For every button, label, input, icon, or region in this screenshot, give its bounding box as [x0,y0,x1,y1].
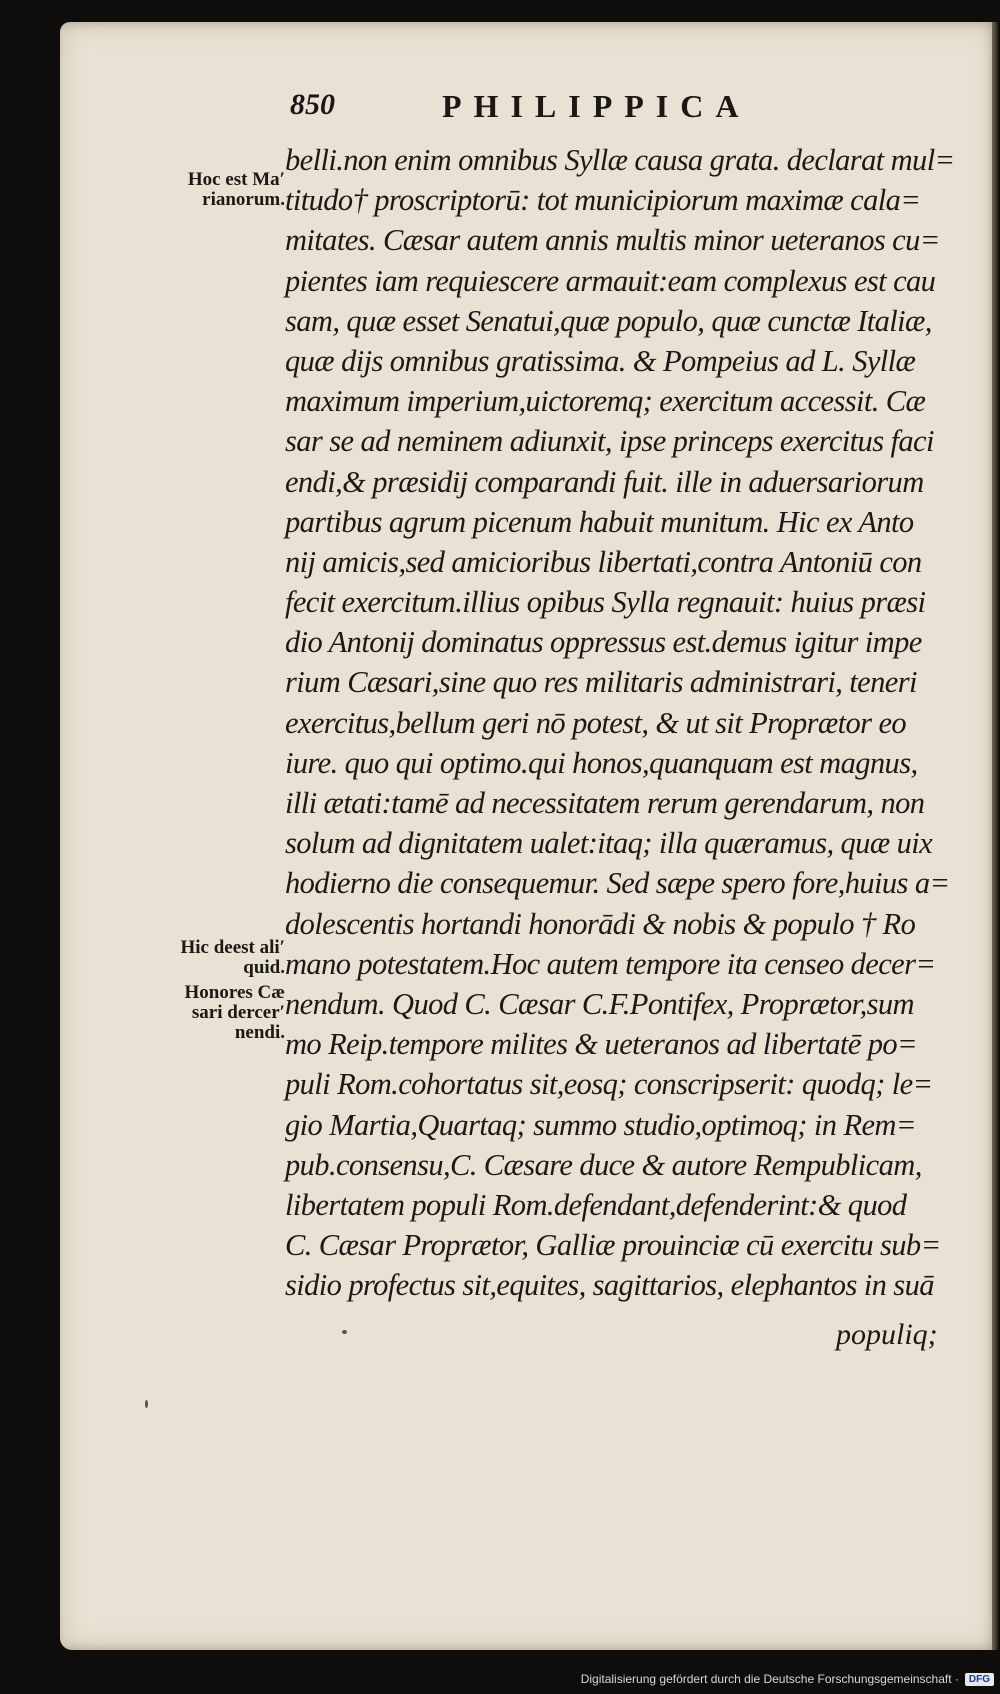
margin-note-line: rianorum. [202,189,285,210]
catchword: populiq; [836,1318,938,1351]
text-line: pientes iam requiescere armauit:eam complexus est cau [285,263,936,298]
text-line: libertatem populi Rom.defendant,defenderint:& quod [285,1187,907,1222]
text-line: pub.consensu,C. Cæsare duce & autore Rempublicam, [285,1147,922,1182]
text-line: exercitus,bellum geri nō potest, & ut sit Proprætor eo [285,705,907,740]
running-head: PHILIPPICA [442,88,751,124]
text-line: mano potestatem.Hoc autem tempore ita censeo decer= [285,946,936,981]
text-line: titudo† proscriptorū: tot municipiorum maximæ cala= [285,183,921,218]
text-line: nij amicis,sed amicioribus libertati,contra Antoniū con [285,544,922,579]
text-line: belli.non enim omnibus Syllæ causa grata. declarat mul= [285,143,955,177]
text-line: rium Cæsari,sine quo res militaris administrari, teneri [285,665,917,700]
text-line: mitates. Cæsar autem annis multis minor ueteranos cu= [285,223,940,258]
text-line: hodierno die consequemur. Sed sæpe spero fore,huius a= [285,866,950,901]
margin-note-line: nendi. [234,1022,285,1043]
margin-note [135,938,285,978]
margin-note-line: Honores Cæ [184,982,285,1003]
text-line: sar se ad neminem adiunxit, ipse princeps exercitus faci [285,424,934,459]
ink-speck [342,1330,347,1334]
ink-speck [145,1400,148,1408]
footer-credit [581,1672,994,1686]
text-line: quæ dijs omnibus gratissima. & Pompeius ad L. Syllæ [285,343,916,378]
text-line: maximum imperium,uictoremq; exercitum accessit. Cæ [285,384,926,419]
text-line: nendum. Quod C. Cæsar C.F.Pontifex, Proprætor,sum [285,986,914,1021]
text-line: dio Antonij dominatus oppressus est.demus igitur impe [285,625,922,660]
dfg-logo: DFG [965,1673,994,1686]
text-line: fecit exercitum.illius opibus Sylla regnauit: huius præsi [285,585,926,620]
text-line: gio Martia,Quartaq; summo studio,optimoq; in Rem= [285,1107,916,1142]
text-line: endi,& præsidij comparandi fuit. ille in aduersariorum [285,464,924,499]
text-line: iure. quo qui optimo.qui honos,quanquam est magnus, [285,745,918,780]
margin-note [135,170,285,210]
body-text [285,140,970,1305]
text-line: sam, quæ esset Senatui,quæ populo, quæ cunctæ Italiæ, [285,303,932,338]
margin-note-line: sari dercer′ [191,1002,285,1023]
text-line: partibus agrum picenum habuit munitum. Hic ex Anto [285,504,914,539]
text-line: dolescentis hortandi honorādi & nobis & populo † Ro [285,906,916,941]
text-line: puli Rom.cohortatus sit,eosq; conscripserit: quodq; le= [285,1067,933,1102]
margin-note-line: quid. [243,957,285,978]
margin-note [135,983,285,1043]
page-header [290,88,850,128]
margin-note-line: Hoc est Ma′ [187,169,285,190]
text-line: sidio profectus sit,equites, sagittarios, elephantos in suā [285,1268,934,1303]
page-edge [992,22,998,1650]
text-line: C. Cæsar Proprætor, Galliæ prouinciæ cū exercitu sub= [285,1228,941,1263]
text-line: mo Reip.tempore milites & ueteranos ad libertatē po= [285,1027,918,1062]
footer-credit-text: Digitalisierung gefördert durch die Deutsche Forschungsgemeinschaft · [580,1672,959,1686]
text-line: illi ætati:tamē ad necessitatem rerum gerendarum, non [285,786,925,820]
page-number: 850 [290,88,335,121]
text-line: solum ad dignitatem ualet:itaq; illa quæramus, quæ uix [285,826,933,861]
margin-note-line: Hic deest ali′ [180,937,285,958]
